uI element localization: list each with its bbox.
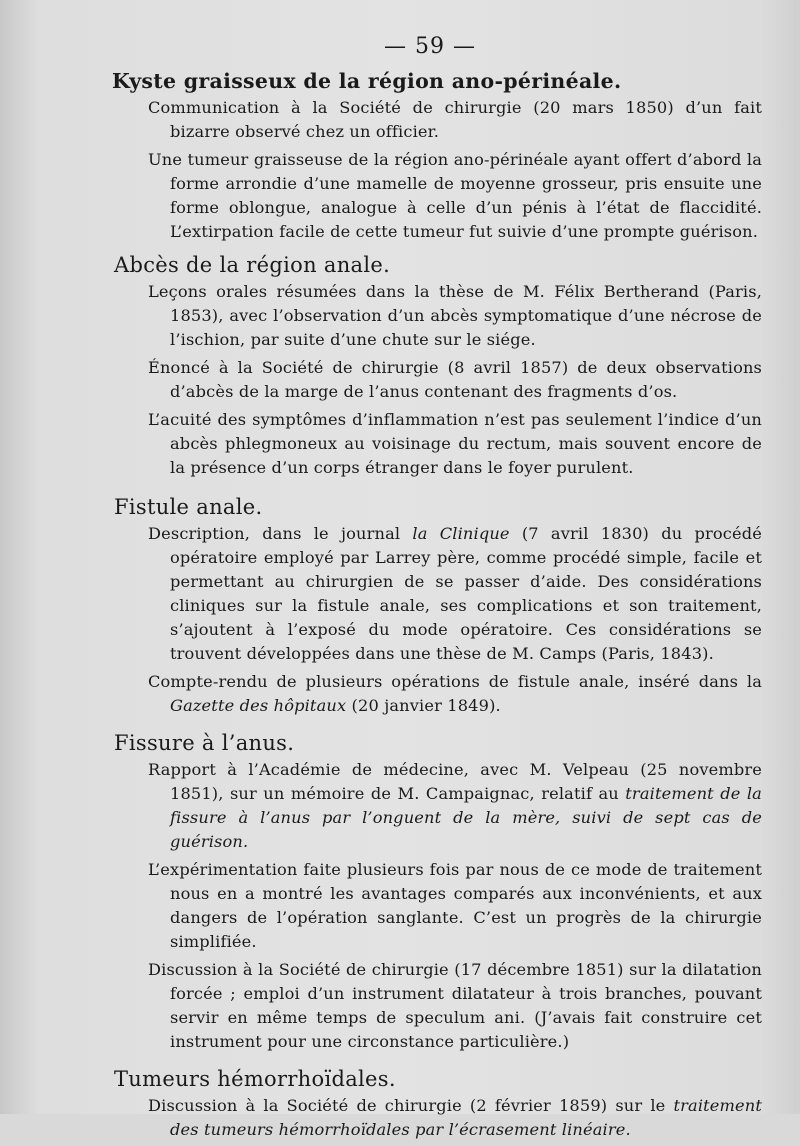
entry: Énoncé à la Société de chirurgie (8 avril 1857) de deux observations d’abcès de la marge de l’anus contenant des fragments d’os.	[148, 358, 762, 401]
entry-text: Rapport à l’Académie de médecine, avec M. Velpeau (25 novembre 1851), sur un mémoire de M. Campaignac, relatif au	[148, 760, 762, 803]
entry: L’expérimentation faite plusieurs fois par nous de ce mode de traitement nous en a montré les avantages comparés aux inconvénients, et aux dangers de l’opération sanglante. C’est un progrès de la chirurgie simplifiée.	[148, 860, 762, 951]
section-tumeurs	[112, 1064, 762, 1142]
entry-text: Discussion à la Société de chirurgie (2 février 1859) sur le	[148, 1096, 674, 1115]
entry: Une tumeur graisseuse de la région ano-périnéale ayant offert d’abord la forme arrondie d’une mamelle de moyenne grosseur, pris ensuite une forme oblongue, analogue à celle d’un pénis à l’état de flaccidité. L’extirpation facile de cette tumeur fut suivie d’une prompte guérison.	[148, 150, 762, 241]
page-content	[112, 64, 762, 1146]
entry-text: (20 janvier 1849).	[346, 696, 501, 715]
entry	[112, 758, 762, 854]
section-title: Tumeurs hémorrhoïdales.	[114, 1067, 396, 1091]
section-kyste	[112, 66, 762, 244]
entry-text: Compte-rendu de plusieurs opérations de fistule anale, inséré dans la	[148, 672, 762, 691]
section-title: Fissure à l’anus.	[114, 731, 295, 755]
entry-italic: Gazette des hôpitaux	[170, 696, 347, 715]
section-title: Fistule anale.	[114, 495, 263, 519]
section-title: Abcès de la région anale.	[114, 253, 391, 277]
entry: Leçons orales résumées dans la thèse de M. Félix Bertherand (Paris, 1853), avec l’observation d’un abcès symptomatique d’une nécrose de l’ischion, par suite d’une chute sur le siége.	[148, 282, 762, 349]
entry	[112, 522, 762, 666]
entry-italic: la Clinique	[412, 524, 510, 543]
entry: Discussion à la Société de chirurgie (17 décembre 1851) sur la dilatation forcée ; emploi d’un instrument dilatateur à trois branches, pouvant servir en même temps de speculum ani. (J’avais fait construire cet instrument pour une circonstance particulière.)	[148, 960, 762, 1051]
page-number: — 59 —	[384, 34, 476, 59]
section-fistule	[112, 492, 762, 718]
entry	[112, 1094, 762, 1142]
entry-italic: traitement des tumeurs hémorrhoïdales par l’écrasement linéaire.	[170, 1096, 762, 1139]
entry-text: Description, dans le journal	[148, 524, 413, 543]
entry: Communication à la Société de chirurgie (20 mars 1850) d’un fait bizarre observé chez un officier.	[148, 98, 762, 141]
entry	[112, 670, 762, 718]
entry: L’acuité des symptômes d’inflammation n’est pas seulement l’indice d’un abcès phlegmoneux au voisinage du rectum, mais souvent encore de la présence d’un corps étranger dans le foyer purulent.	[148, 410, 762, 477]
entry-text: (7 avril 1830) du procédé opératoire employé par Larrey père, comme procédé simple, facile et permettant au chirurgien de se passer d’aide. Des considérations cliniques sur la fistule anale, ses complications et son traitement, s’ajoutent à l’exposé du mode opératoire. Ces considérations se trouvent développées dans une thèse de M. Camps (Paris, 1843).	[170, 524, 762, 663]
section-abces	[112, 250, 762, 480]
entry-italic: traitement de la fissure à l’anus par l’onguent de la mère, suivi de sept cas de guérison.	[170, 784, 762, 851]
section-fissure	[112, 728, 762, 1054]
section-title: Kyste graisseux de la région ano-périnéale.	[112, 69, 622, 93]
